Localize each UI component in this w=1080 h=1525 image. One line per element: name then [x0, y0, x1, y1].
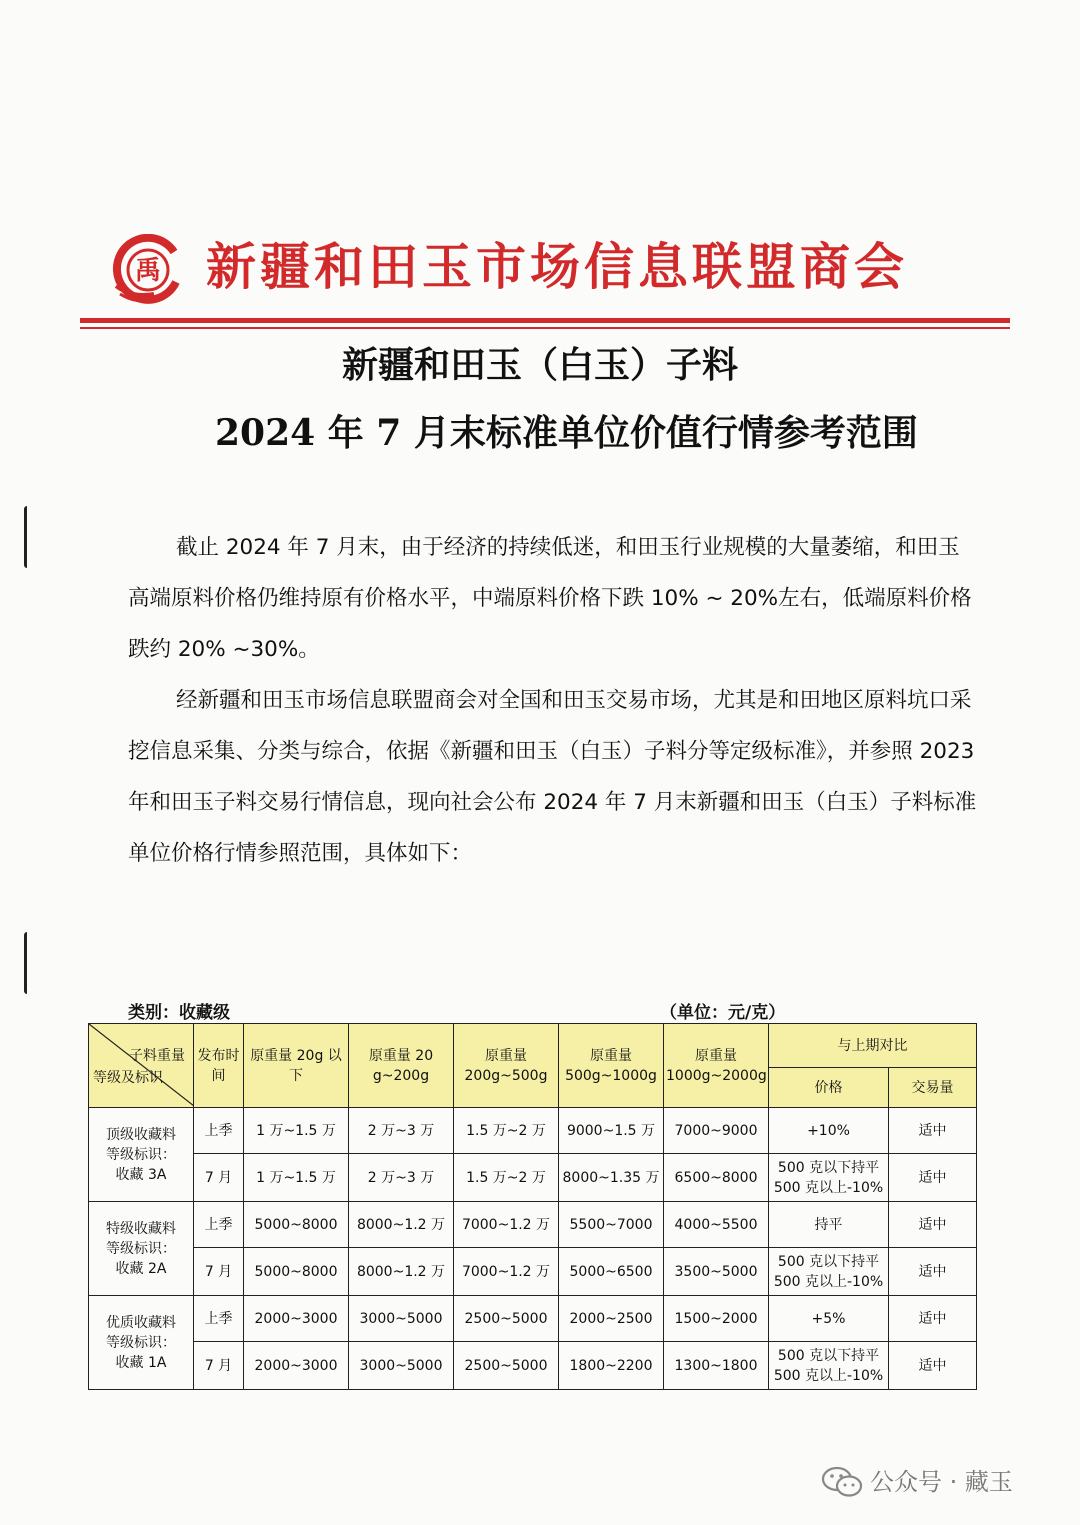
price-cell: 3000~5000 — [349, 1342, 454, 1390]
period-cell: 上季 — [194, 1296, 244, 1342]
period-cell: 7 月 — [194, 1342, 244, 1390]
price-cell: 6500~8000 — [664, 1154, 769, 1202]
change-cell — [769, 1342, 889, 1390]
table-row — [89, 1248, 977, 1296]
price-cell: 1.5 万~2 万 — [454, 1154, 559, 1202]
header-weight-col: 原重量 20 g~200g — [349, 1024, 454, 1108]
grade-name: 优质收藏料 — [106, 1314, 176, 1331]
body-paragraph-1 — [128, 522, 978, 675]
price-cell: 2500~5000 — [454, 1342, 559, 1390]
price-cell: 2000~2500 — [559, 1296, 664, 1342]
header-compare-price: 价格 — [769, 1068, 889, 1108]
change-line: 500 克以上-10% — [773, 1367, 884, 1384]
price-cell: 7000~1.2 万 — [454, 1202, 559, 1248]
header-compare-volume: 交易量 — [889, 1068, 977, 1108]
org-name: 新疆和田玉市场信息联盟商会 — [206, 238, 908, 296]
paragraph-text: 经新疆和田玉市场信息联盟商会对全国和田玉交易市场，尤其是和田地区原料坑口采挖信息采集、分类与综合，依据《新疆和田玉（白玉）子料分等定级标准》，并参照 2023 年和田玉子料交易行情信息，现向社会公布 2024 年 7 月末新疆和田玉（白玉）子料标准单位价格行情参照范围，具体如下： — [128, 688, 977, 866]
table-header-row — [89, 1024, 977, 1068]
grade-name: 特级收藏料 — [106, 1220, 176, 1237]
price-cell: 4000~5500 — [664, 1202, 769, 1248]
change-line: 500 克以下持平 — [777, 1253, 880, 1270]
change-cell — [769, 1154, 889, 1202]
header-weight-label: 子料重量 — [129, 1048, 185, 1064]
header-weight-col: 原重量 500g~1000g — [559, 1024, 664, 1108]
header-weight-col: 原重量 200g~500g — [454, 1024, 559, 1108]
grade-label: 等级标识： — [106, 1334, 176, 1351]
grade-cell — [89, 1296, 194, 1390]
price-cell: 2 万~3 万 — [349, 1108, 454, 1154]
price-cell: 3000~5000 — [349, 1296, 454, 1342]
letterhead — [108, 228, 1008, 308]
change-line: 500 克以上-10% — [773, 1179, 884, 1196]
grade-cell — [89, 1108, 194, 1202]
paragraph-text: 截止 2024 年 7 月末，由于经济的持续低迷，和田玉行业规模的大量萎缩，和田玉高端原料价格仍维持原有价格水平，中端原料价格下跌 10% ~ 20%左右，低端原料价格跌约 20% ~30%。 — [128, 535, 972, 662]
table-category: 类别：收藏级 — [128, 1003, 230, 1023]
body-paragraph-2 — [128, 675, 978, 879]
price-cell: 2500~5000 — [454, 1296, 559, 1342]
price-cell: 5500~7000 — [559, 1202, 664, 1248]
price-cell: 2000~3000 — [244, 1342, 349, 1390]
price-cell: 8000~1.35 万 — [559, 1154, 664, 1202]
change-cell: +10% — [769, 1108, 889, 1154]
grade-code: 收藏 1A — [115, 1354, 167, 1371]
price-cell: 1.5 万~2 万 — [454, 1108, 559, 1154]
header-weight-col: 原重量 20g 以下 — [244, 1024, 349, 1108]
price-cell: 2000~3000 — [244, 1296, 349, 1342]
change-cell: 持平 — [769, 1202, 889, 1248]
price-cell: 1300~1800 — [664, 1342, 769, 1390]
price-cell: 3500~5000 — [664, 1248, 769, 1296]
price-cell: 2 万~3 万 — [349, 1154, 454, 1202]
price-cell: 5000~8000 — [244, 1202, 349, 1248]
wechat-icon — [820, 1464, 864, 1500]
table-row — [89, 1108, 977, 1154]
volume-cell: 适中 — [889, 1154, 977, 1202]
header-weight-col: 原重量 1000g~2000g — [664, 1024, 769, 1108]
grade-code: 收藏 2A — [115, 1260, 167, 1277]
logo-glyph: 禹 — [134, 256, 162, 286]
period-cell: 上季 — [194, 1202, 244, 1248]
price-cell: 8000~1.2 万 — [349, 1202, 454, 1248]
grade-code: 收藏 3A — [115, 1166, 167, 1183]
margin-mark — [24, 932, 33, 994]
letterhead-rule-thin — [80, 327, 1010, 329]
volume-cell: 适中 — [889, 1296, 977, 1342]
grade-cell — [89, 1202, 194, 1296]
price-cell: 5000~6500 — [559, 1248, 664, 1296]
table-row — [89, 1342, 977, 1390]
change-line: 500 克以下持平 — [777, 1159, 880, 1176]
grade-name: 顶级收藏料 — [106, 1126, 176, 1143]
grade-label: 等级标识： — [106, 1146, 176, 1163]
grade-label: 等级标识： — [106, 1240, 176, 1257]
org-logo-icon — [108, 234, 186, 304]
price-cell: 1500~2000 — [664, 1296, 769, 1342]
price-cell: 8000~1.2 万 — [349, 1248, 454, 1296]
table-row — [89, 1296, 977, 1342]
diagonal-header-cell — [89, 1024, 194, 1108]
table-row — [89, 1154, 977, 1202]
price-cell: 1800~2200 — [559, 1342, 664, 1390]
change-cell — [769, 1248, 889, 1296]
document-title-line2: 2024 年 7 月末标准单位价值行情参考范围 — [215, 412, 918, 454]
period-cell: 7 月 — [194, 1248, 244, 1296]
period-cell: 上季 — [194, 1108, 244, 1154]
volume-cell: 适中 — [889, 1342, 977, 1390]
header-compare-group: 与上期对比 — [769, 1024, 977, 1068]
table-row — [89, 1202, 977, 1248]
price-cell: 9000~1.5 万 — [559, 1108, 664, 1154]
header-release-time: 发布时间 — [194, 1024, 244, 1108]
volume-cell: 适中 — [889, 1108, 977, 1154]
price-cell: 7000~1.2 万 — [454, 1248, 559, 1296]
price-table — [88, 1023, 977, 1390]
change-line: 500 克以下持平 — [777, 1347, 880, 1364]
document-title-line1: 新疆和田玉（白玉）子料 — [341, 344, 738, 386]
price-cell: 7000~9000 — [664, 1108, 769, 1154]
change-line: 500 克以上-10% — [773, 1273, 884, 1290]
price-cell: 5000~8000 — [244, 1248, 349, 1296]
margin-mark — [24, 506, 33, 568]
price-cell: 1 万~1.5 万 — [244, 1154, 349, 1202]
change-cell: +5% — [769, 1296, 889, 1342]
header-grade-label: 等级及标识 — [93, 1070, 163, 1086]
table-unit: （单位：元/克） — [660, 1003, 786, 1023]
volume-cell: 适中 — [889, 1248, 977, 1296]
volume-cell: 适中 — [889, 1202, 977, 1248]
letterhead-rule-thick — [80, 318, 1010, 323]
watermark-text: 公众号 · 藏玉 — [870, 1468, 1013, 1496]
period-cell: 7 月 — [194, 1154, 244, 1202]
price-cell: 1 万~1.5 万 — [244, 1108, 349, 1154]
